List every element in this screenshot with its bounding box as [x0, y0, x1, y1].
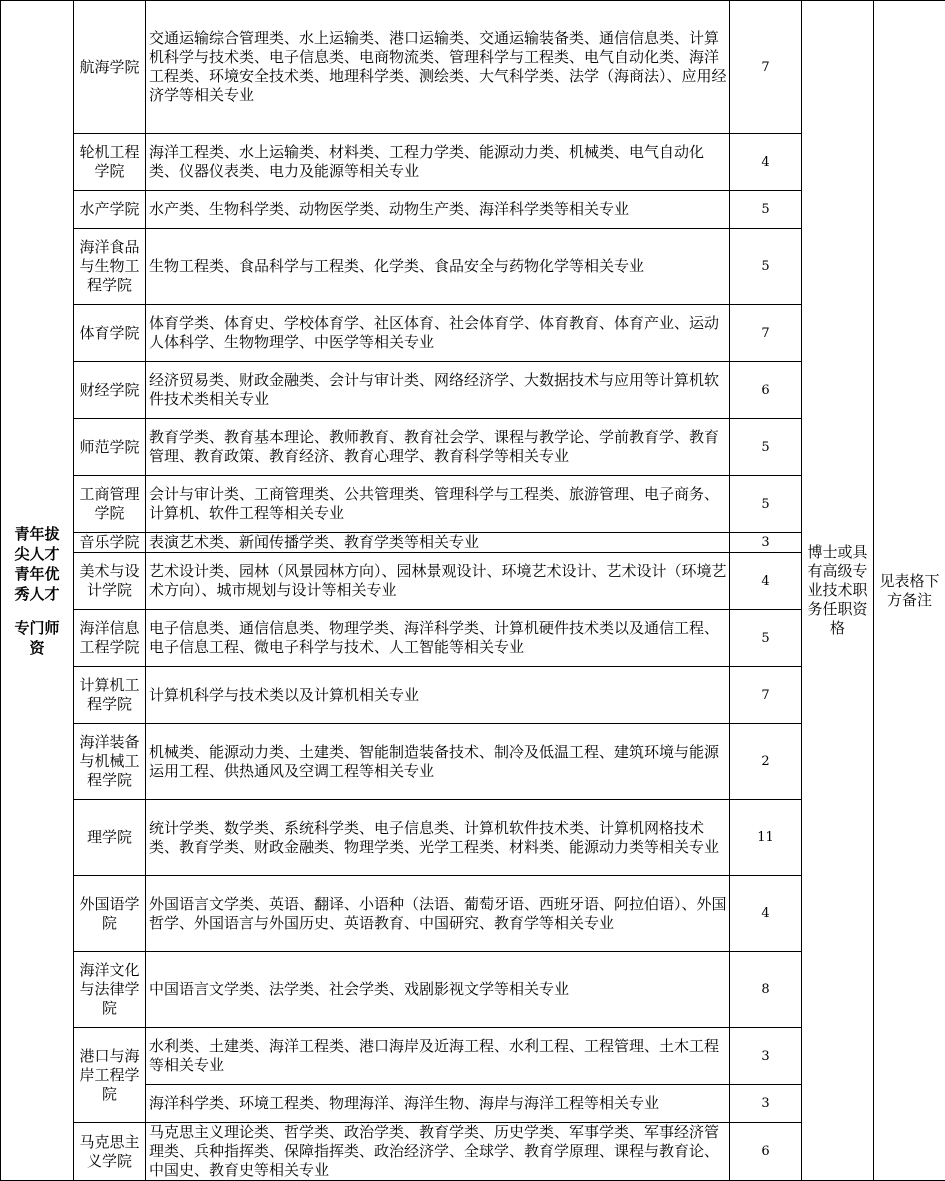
- college-name: 海洋食品与生物工程学院: [74, 229, 146, 305]
- category-line: 秀人才: [1, 584, 73, 604]
- count-cell: 5: [730, 419, 802, 476]
- category-line: 尖人才: [1, 544, 73, 564]
- count-cell: 5: [730, 476, 802, 533]
- count-cell: 5: [730, 229, 802, 305]
- count-cell: 3: [730, 1085, 802, 1123]
- count-cell: 7: [730, 667, 802, 724]
- count-cell: 7: [730, 305, 802, 362]
- count-cell: 3: [730, 1028, 802, 1085]
- count-cell: 11: [730, 800, 802, 876]
- majors-cell: 统计学类、数学类、系统科学类、电子信息类、计算机软件技术类、计算机网格技术类、教育学类、财政金融类、物理学类、光学工程类、材料类、能源动力类等相关专业: [146, 800, 730, 876]
- requirement-cell: 博士或具有高级专业技术职务任职资格: [802, 1, 874, 1181]
- college-name: 水产学院: [74, 191, 146, 229]
- majors-cell: 机械类、能源动力类、土建类、智能制造装备技术、制冷及低温工程、建筑环境与能源运用工程、供热通风及空调工程等相关专业: [146, 724, 730, 800]
- table-row: [1, 1, 945, 134]
- college-name: 马克思主义学院: [74, 1123, 146, 1181]
- college-name: 海洋信息工程学院: [74, 610, 146, 667]
- category-line: 青年拔: [1, 524, 73, 544]
- college-name: 港口与海岸工程学院: [74, 1028, 146, 1123]
- majors-cell: 海洋工程类、水上运输类、材料类、工程力学类、能源动力类、机械类、电气自动化类、仪器仪表类、电力及能源等相关专业: [146, 134, 730, 191]
- count-cell: 7: [730, 1, 802, 134]
- majors-cell: 表演艺术类、新闻传播学类、教育学类等相关专业: [146, 533, 730, 553]
- college-name: 工商管理学院: [74, 476, 146, 533]
- majors-cell: 水产类、生物科学类、动物医学类、动物生产类、海洋科学类等相关专业: [146, 191, 730, 229]
- majors-cell: 水利类、土建类、海洋工程类、港口海岸及近海工程、水利工程、工程管理、土木工程等相关专业: [146, 1028, 730, 1085]
- majors-cell: 外国语言文学类、英语、翻译、小语种（法语、葡萄牙语、西班牙语、阿拉伯语）、外国哲学、外国语言与外国历史、英语教育、中国研究、教育学等相关专业: [146, 876, 730, 952]
- college-name: 轮机工程学院: [74, 134, 146, 191]
- majors-cell: 经济贸易类、财政金融类、会计与审计类、网络经济学、大数据技术与应用等计算机软件技术类相关专业: [146, 362, 730, 419]
- majors-cell: 中国语言文学类、法学类、社会学类、戏剧影视文学等相关专业: [146, 952, 730, 1028]
- count-cell: 5: [730, 610, 802, 667]
- count-cell: 6: [730, 362, 802, 419]
- category-line: 专门师: [1, 618, 73, 638]
- count-cell: 6: [730, 1123, 802, 1181]
- category-cell: [1, 1, 74, 1181]
- college-name: 外国语学院: [74, 876, 146, 952]
- majors-cell: 计算机科学与技术类以及计算机相关专业: [146, 667, 730, 724]
- count-cell: 4: [730, 876, 802, 952]
- college-name: 财经学院: [74, 362, 146, 419]
- count-cell: 4: [730, 134, 802, 191]
- college-name: 海洋装备与机械工程学院: [74, 724, 146, 800]
- college-name: 航海学院: [74, 1, 146, 134]
- college-name: 美术与设计学院: [74, 553, 146, 610]
- college-name: 体育学院: [74, 305, 146, 362]
- majors-cell: 交通运输综合管理类、水上运输类、港口运输类、交通运输装备类、通信信息类、计算机科学与技术类、电子信息类、电商物流类、管理科学与工程类、电气自动化类、海洋工程类、环境安全技术类、地理科学类、测绘类、大气科学类、法学（海商法）、应用经济学等相关专业: [146, 1, 730, 134]
- majors-cell: 马克思主义理论类、哲学类、政治学类、教育学类、历史学类、军事学类、军事经济管理类、兵种指挥类、保障指挥类、政治经济学、全球学、教育学原理、课程与教育论、中国史、教育史等相关专业: [146, 1123, 730, 1181]
- college-name: 理学院: [74, 800, 146, 876]
- category-line: 资: [1, 638, 73, 658]
- count-cell: 2: [730, 724, 802, 800]
- note-cell: 见表格下方备注: [874, 1, 945, 1181]
- category-line: 青年优: [1, 564, 73, 584]
- majors-cell: 艺术设计类、园林（风景园林方向）、园林景观设计、环境艺术设计、艺术设计（环境艺术方向）、城市规划与设计等相关专业: [146, 553, 730, 610]
- majors-cell: 教育学类、教育基本理论、教师教育、教育社会学、课程与教学论、学前教育学、教育管理、教育政策、教育经济、教育心理学、教育科学等相关专业: [146, 419, 730, 476]
- majors-cell: 电子信息类、通信信息类、物理学类、海洋科学类、计算机硬件技术类以及通信工程、电子信息工程、微电子科学与技术、人工智能等相关专业: [146, 610, 730, 667]
- majors-cell: 生物工程类、食品科学与工程类、化学类、食品安全与药物化学等相关专业: [146, 229, 730, 305]
- majors-cell: 海洋科学类、环境工程类、物理海洋、海洋生物、海岸与海洋工程等相关专业: [146, 1085, 730, 1123]
- college-name: 海洋文化与法律学院: [74, 952, 146, 1028]
- count-cell: 3: [730, 533, 802, 553]
- majors-cell: 体育学类、体育史、学校体育学、社区体育、社会体育学、体育教育、体育产业、运动人体科学、生物物理学、中医学等相关专业: [146, 305, 730, 362]
- count-cell: 8: [730, 952, 802, 1028]
- count-cell: 4: [730, 553, 802, 610]
- count-cell: 5: [730, 191, 802, 229]
- majors-cell: 会计与审计类、工商管理类、公共管理类、管理科学与工程类、旅游管理、电子商务、计算机、软件工程等相关专业: [146, 476, 730, 533]
- college-name: 师范学院: [74, 419, 146, 476]
- college-name: 音乐学院: [74, 533, 146, 553]
- college-name: 计算机工程学院: [74, 667, 146, 724]
